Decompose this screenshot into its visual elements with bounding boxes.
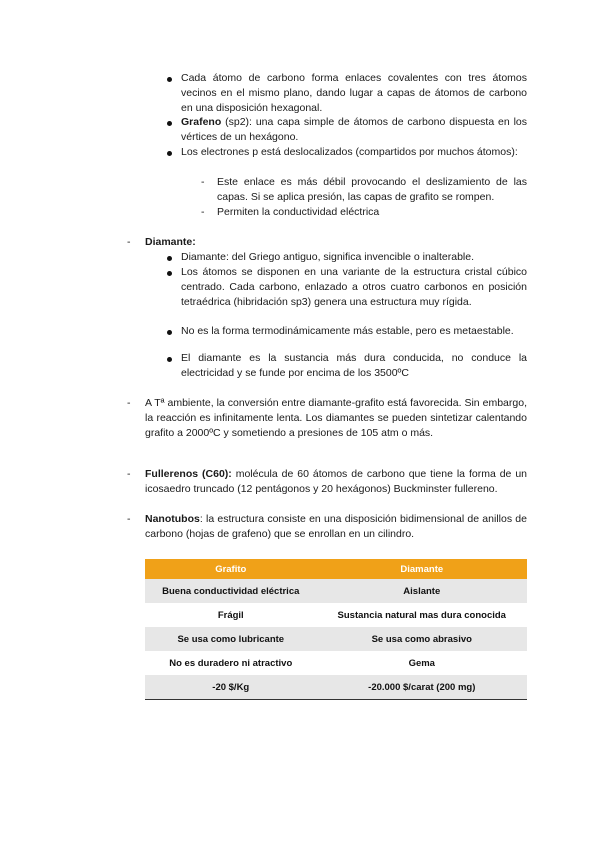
fullerenos-paragraph	[145, 467, 527, 497]
diamante-bullet-2: Los átomos se disponen en una variante de la estructura cristal cúbico centrado. Cada carbono, enlazado a otros cuatro carbonos en posición tetraédrica (hibridación sp3) genera una estructura muy rígida.	[181, 266, 527, 308]
diamante-bullet-1: Diamante: del Griego antiguo, significa invencible o inalterable.	[181, 251, 475, 263]
item-dash: -	[127, 468, 131, 480]
item-dash: -	[127, 513, 131, 525]
sub-dash: -	[201, 206, 205, 218]
table-row	[145, 603, 527, 627]
conversion-paragraph: A Tª ambiente, la conversión entre diamante-grafito está favorecida. Sin embargo, la reacción es infinitamente lenta. Los diamantes se pueden sintetizar calentando grafito a 2000ºC y sometiendo a presiones de 105 atm o más.	[145, 397, 527, 439]
diamante-bullet-4: El diamante es la sustancia más dura conducida, no conduce la electricidad y se funde por encima de los 3500ºC	[181, 352, 527, 379]
grafito-sub-1: Este enlace es más débil provocando el deslizamiento de las capas. Si se aplica presión, las capas de grafito se rompen.	[217, 176, 527, 203]
bullet-dot	[167, 256, 172, 261]
table-cell: Se usa como abrasivo	[317, 627, 527, 651]
item-dash: -	[127, 236, 131, 248]
table-row	[145, 675, 527, 700]
item-dash: -	[127, 397, 131, 409]
nanotubos-term: Nanotubos	[145, 513, 200, 525]
fullerenos-text: molécula de 60 átomos de carbono que tiene la forma de un icosaedro truncado (12 pentágonos y 20 hexágonos) Buckminster fullereno.	[145, 468, 527, 495]
header-diamante: Diamante	[317, 559, 527, 579]
table-cell: Aislante	[317, 579, 527, 603]
table-cell: -20 $/Kg	[145, 675, 317, 700]
bullet-dot	[167, 77, 172, 82]
table-cell: -20.000 $/carat (200 mg)	[317, 675, 527, 700]
table-cell: Sustancia natural mas dura conocida	[337, 609, 506, 621]
table-cell: Gema	[408, 657, 435, 669]
diamante-heading: Diamante:	[145, 236, 196, 248]
table-header-row	[145, 559, 527, 579]
grafeno-text: (sp2): una capa simple de átomos de carbono dispuesta en los vértices de un hexágono.	[181, 116, 527, 143]
grafito-bullet-3: Los electrones p está deslocalizados (compartidos por muchos átomos):	[181, 146, 518, 158]
nanotubos-text: : la estructura consiste en una disposición bidimensional de anillos de carbono (hojas de grafeno) que se enrollan en un cilindro.	[145, 513, 527, 540]
grafito-sub-2: Permiten la conductividad eléctrica	[217, 206, 380, 218]
grafito-bullet-1: Cada átomo de carbono forma enlaces covalentes con tres átomos vecinos en el mismo plano, dando lugar a capas de átomos de carbono en una disposición hexagonal.	[181, 72, 527, 114]
bullet-dot	[167, 357, 172, 362]
bullet-dot	[167, 271, 172, 276]
bullet-dot	[167, 151, 172, 156]
header-grafito: Grafito	[145, 559, 317, 579]
diamante-bullet-3: No es la forma termodinámicamente más estable, pero es metaestable.	[181, 325, 514, 337]
table-row	[145, 627, 527, 651]
table-cell: Buena conductividad eléctrica	[145, 579, 317, 603]
nanotubos-paragraph	[145, 512, 527, 542]
fullerenos-term: Fullerenos (C60):	[145, 468, 232, 480]
bullet-dot	[167, 330, 172, 335]
table-cell: No es duradero ni atractivo	[169, 657, 293, 669]
grafeno-term: Grafeno	[181, 116, 222, 128]
table-cell: Frágil	[217, 609, 244, 621]
comparison-table	[145, 559, 527, 700]
sub-dash: -	[201, 176, 205, 188]
grafito-bullet-2	[181, 115, 527, 145]
bullet-dot	[167, 121, 172, 126]
table-cell: Se usa como lubricante	[145, 627, 317, 651]
table-row	[145, 651, 527, 675]
table-row	[145, 579, 527, 603]
